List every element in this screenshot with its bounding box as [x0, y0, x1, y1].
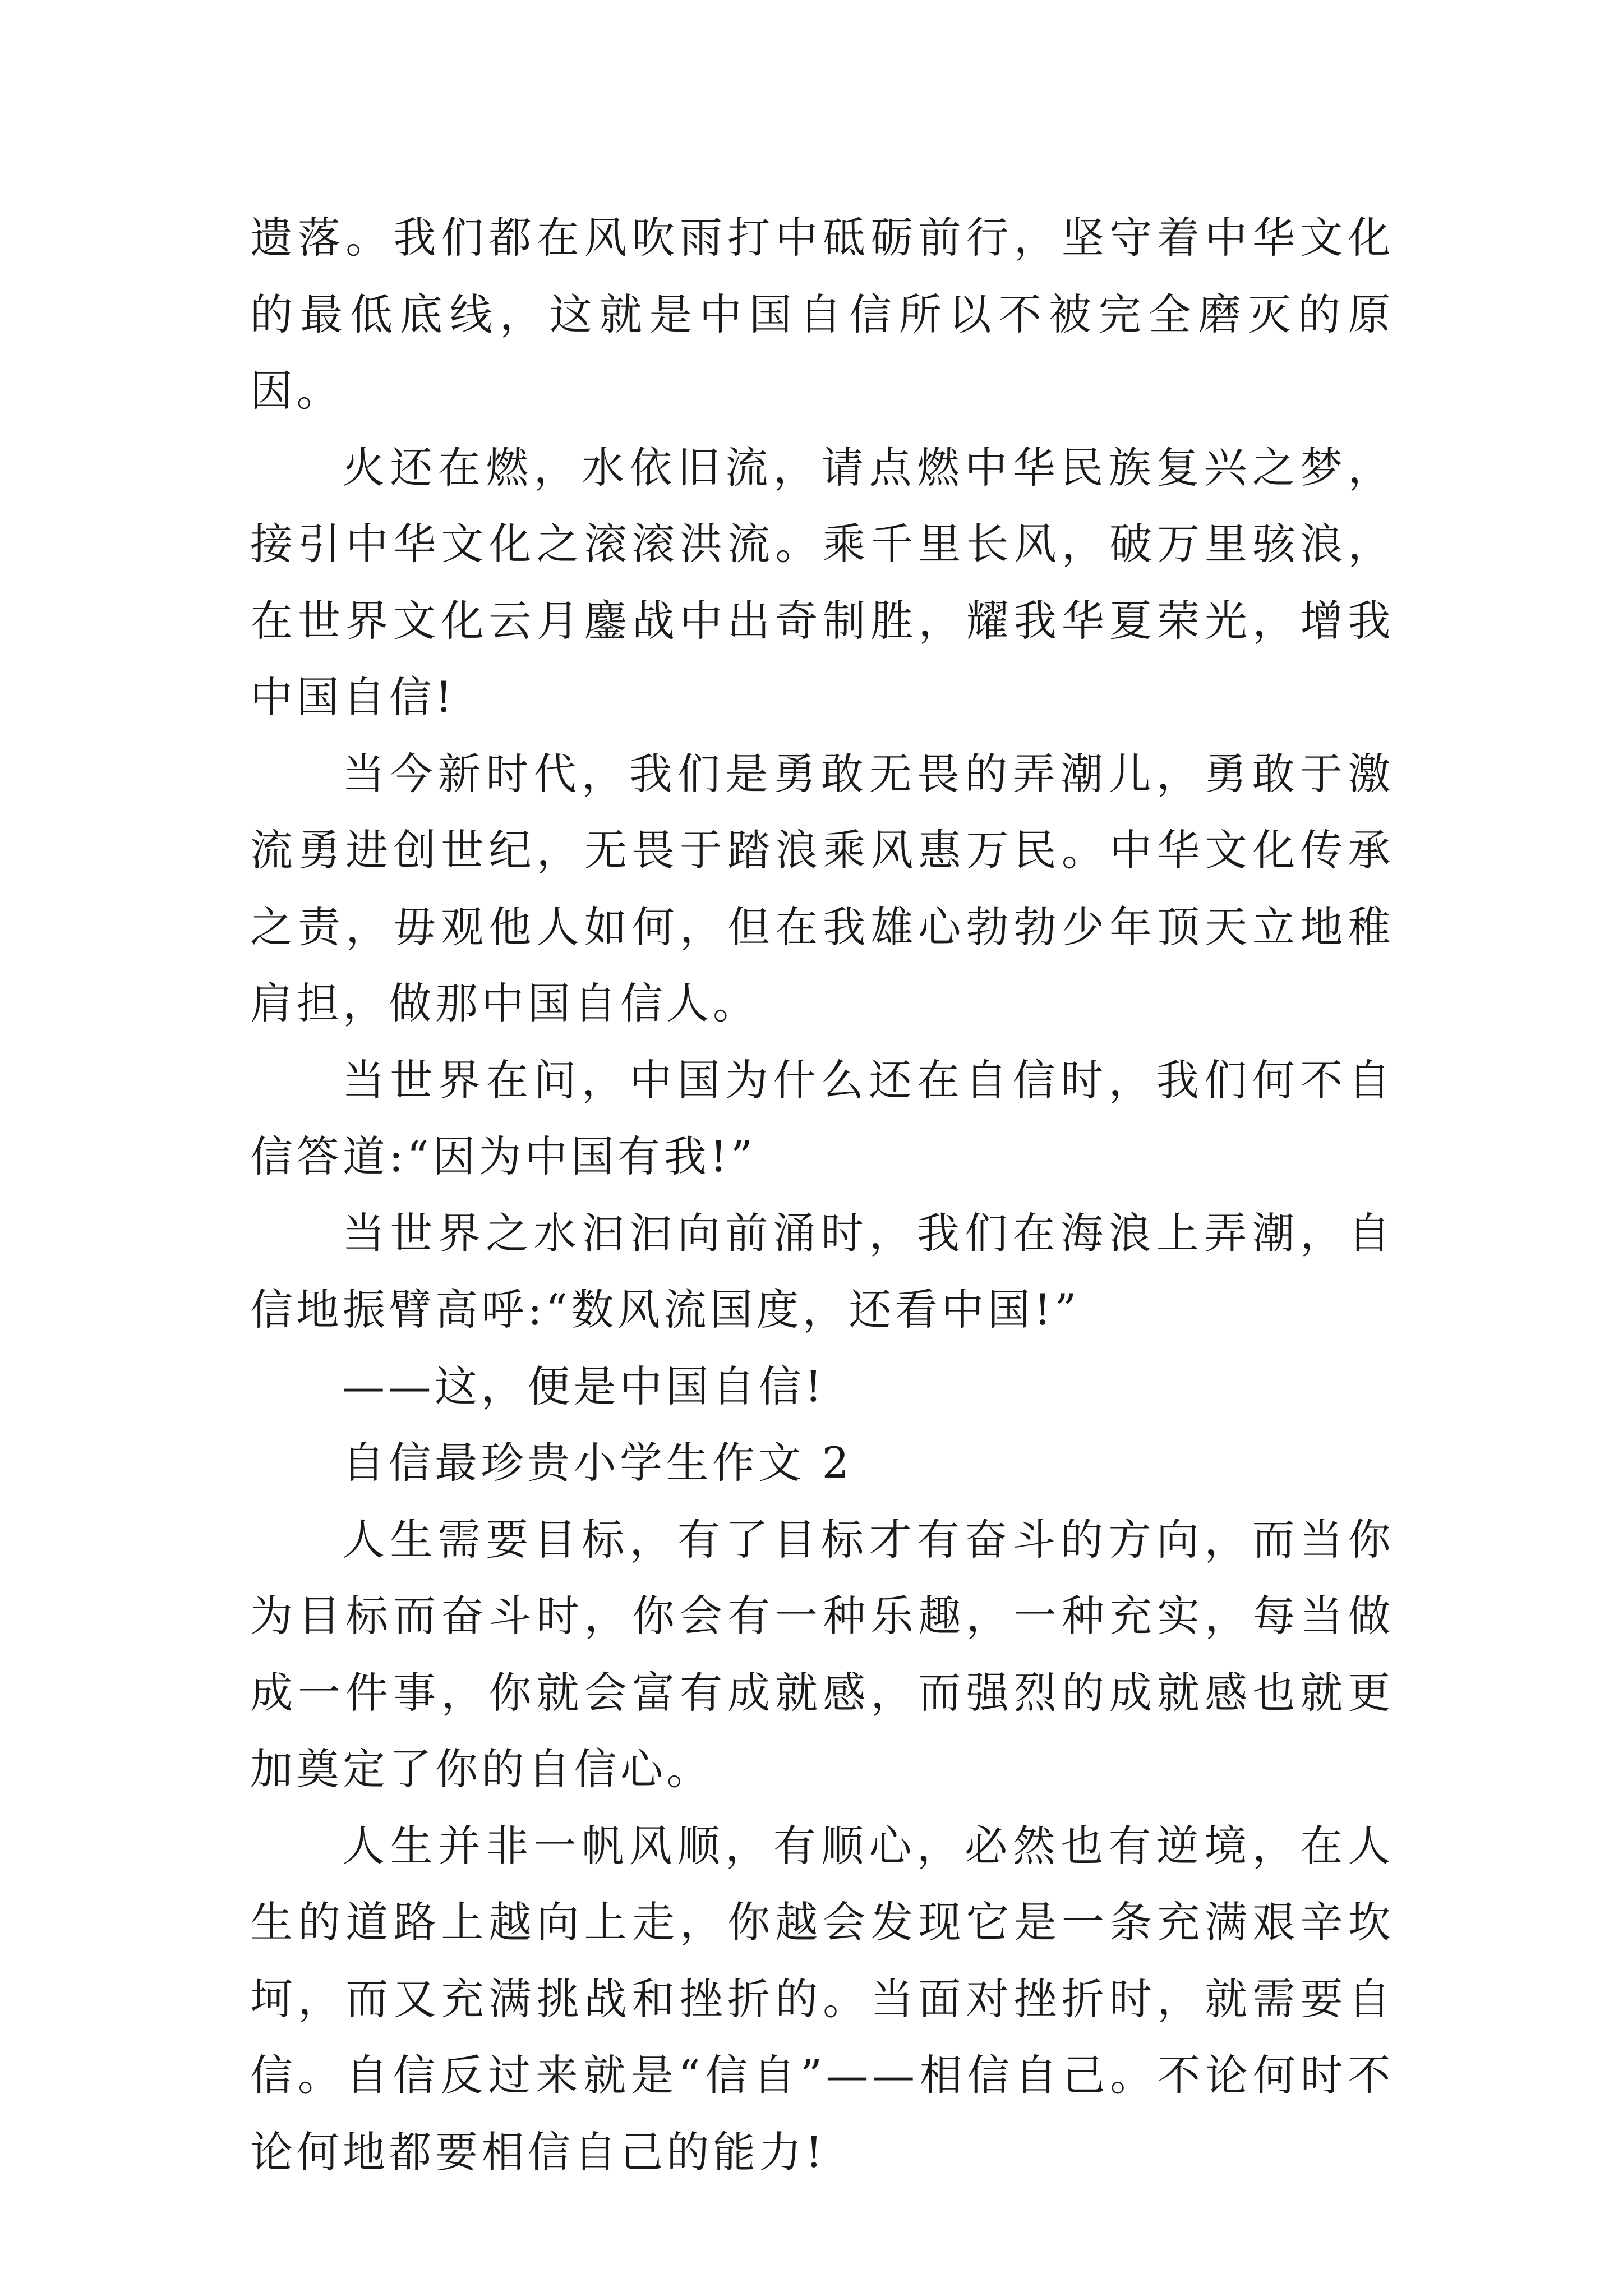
- section-heading: 自信最珍贵小学生作文 2: [342, 1438, 853, 1488]
- paragraph: 火还在燃，水依旧流，请点燃中华民族复兴之梦，接引中华文化之滚滚洪流。乘千里长风，破万里骇浪，在世界文化云月鏖战中出奇制胜，耀我华夏荣光，增我中国自信!: [250, 442, 1394, 722]
- paragraph: 当今新时代，我们是勇敢无畏的弄潮儿，勇敢于激流勇进创世纪，无畏于踏浪乘风惠万民。中华文化传承之责，毋观他人如何，但在我雄心勃勃少年顶天立地稚肩担，做那中国自信人。: [250, 748, 1394, 1028]
- paragraph: 人生并非一帆风顺，有顺心，必然也有逆境，在人生的道路上越向上走，你越会发现它是一条充满艰辛坎坷，而又充满挑战和挫折的。当面对挫折时，就需要自信。自信反过来就是“信自”——相信自己。不论何时不论何地都要相信自己的能力!: [250, 1820, 1394, 2177]
- document-body: [250, 200, 1394, 2191]
- paragraph: 人生需要目标，有了目标才有奋斗的方向，而当你为目标而奋斗时，你会有一种乐趣，一种充实，每当做成一件事，你就会富有成就感，而强烈的成就感也就更加奠定了你的自信心。: [250, 1514, 1394, 1794]
- paragraph: 当世界在问，中国为什么还在自信时，我们何不自信答道:“因为中国有我!”: [250, 1055, 1394, 1181]
- paragraph: ——这，便是中国自信!: [342, 1361, 826, 1411]
- paragraph: 遗落。我们都在风吹雨打中砥砺前行，坚守着中华文化的最低底线，这就是中国自信所以不被完全磨灭的原因。: [250, 213, 1394, 416]
- paragraph: 当世界之水汩汩向前涌时，我们在海浪上弄潮，自信地振臂高呼:“数风流国度，还看中国!”: [250, 1208, 1394, 1335]
